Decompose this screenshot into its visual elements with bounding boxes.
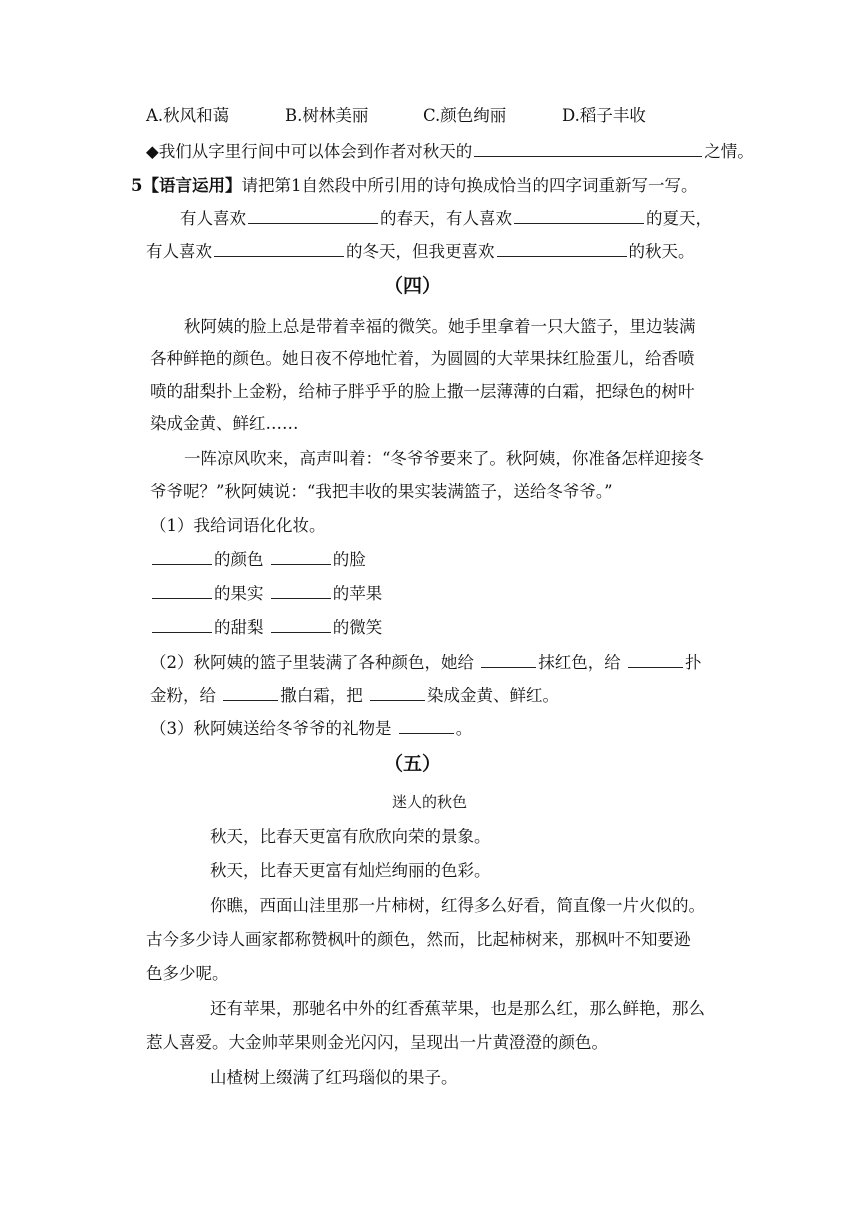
option-d: D.稻子丰收 bbox=[562, 106, 646, 125]
answer-blank[interactable] bbox=[481, 666, 536, 668]
paragraph-line: 色多少呢。 bbox=[146, 964, 229, 983]
answer-blank[interactable] bbox=[271, 597, 331, 599]
paragraph-line: 秋天，比春天更富有灿烂绚丽的色彩。 bbox=[210, 861, 491, 880]
answer-blank[interactable] bbox=[514, 222, 644, 224]
article-title: 迷人的秋色 bbox=[392, 793, 468, 811]
paragraph-line: 喷的甜梨扑上金粉，给柿子胖乎乎的脸上撒一层薄薄的白霜，把绿色的树叶 bbox=[150, 382, 695, 401]
paragraph-line: 秋阿姨的脸上总是带着幸福的微笑。她手里拿着一只大篮子，里边装满 bbox=[184, 317, 696, 336]
text-segment: 的春天，有人喜欢 bbox=[380, 209, 512, 228]
word-row-2 bbox=[150, 582, 382, 606]
paragraph-line: 古今多少诗人画家都称赞枫叶的颜色，然而，比起柿树来，那枫叶不知要逊 bbox=[146, 930, 691, 949]
word-label: 的苹果 bbox=[332, 584, 383, 603]
answer-blank[interactable] bbox=[223, 699, 278, 701]
question-4-2-line-2 bbox=[150, 684, 559, 708]
answer-blank[interactable] bbox=[271, 631, 331, 633]
section-4-heading: （四） bbox=[384, 275, 442, 297]
answer-blank[interactable] bbox=[248, 222, 378, 224]
answer-blank[interactable] bbox=[152, 631, 212, 633]
answer-blank[interactable] bbox=[399, 732, 454, 734]
answer-blank[interactable] bbox=[271, 563, 331, 565]
question-4-1: （1）我给词语化化妆。 bbox=[150, 516, 326, 535]
text-segment: 撒白霜，把 bbox=[280, 686, 363, 705]
question-feeling-text: ◆我们从字里行间中可以体会到作者对秋天的 bbox=[146, 142, 473, 161]
text-segment: （2）秋阿姨的篮子里装满了各种颜色，她给 bbox=[150, 653, 474, 672]
paragraph-line: 秋天，比春天更富有欣欣向荣的景象。 bbox=[210, 827, 491, 846]
word-label: 的颜色 bbox=[214, 550, 264, 569]
word-label: 的脸 bbox=[332, 550, 366, 569]
answer-blank[interactable] bbox=[370, 699, 425, 701]
paragraph-line: 山楂树上缀满了红玛瑙似的果子。 bbox=[210, 1068, 458, 1087]
text-segment: 的夏天， bbox=[646, 209, 712, 228]
option-c: C.颜色绚丽 bbox=[423, 106, 507, 125]
text-segment: 有人喜欢 bbox=[146, 242, 212, 261]
text-segment: 有人喜欢 bbox=[180, 209, 246, 228]
question-5-text: 请把第1自然段中所引用的诗句换成恰当的四字词重新写一写。 bbox=[241, 176, 698, 195]
word-row-1 bbox=[150, 548, 366, 572]
option-b: B.树林美丽 bbox=[285, 106, 369, 125]
paragraph-line: 你瞧，西面山洼里那一片柿树，红得多么好看，简直像一片火似的。 bbox=[210, 896, 705, 915]
paragraph-line: 还有苹果，那驰名中外的红香蕉苹果，也是那么红，那么鲜艳，那么 bbox=[210, 999, 705, 1018]
question-5 bbox=[131, 174, 697, 198]
question-4-3 bbox=[150, 717, 472, 741]
paragraph-line: 爷爷呢？”秋阿姨说：“我把丰收的果实装满篮子，送给冬爷爷。” bbox=[150, 482, 613, 501]
answer-blank[interactable] bbox=[152, 597, 212, 599]
section-5-heading: （五） bbox=[384, 753, 442, 775]
text-segment: 的冬天，但我更喜欢 bbox=[346, 242, 495, 261]
question-feeling-end: 之情。 bbox=[704, 142, 754, 161]
word-label: 的微笑 bbox=[332, 618, 383, 637]
question-5-prefix: 5【语言运用】 bbox=[131, 176, 242, 195]
text-segment: 扑 bbox=[685, 653, 702, 672]
answer-blank[interactable] bbox=[474, 155, 702, 157]
word-label: 的甜梨 bbox=[214, 618, 264, 637]
question-feeling bbox=[146, 140, 754, 164]
answer-blank[interactable] bbox=[214, 255, 344, 257]
text-segment: 染成金黄、鲜红。 bbox=[427, 686, 559, 705]
text-segment: （3）秋阿姨送给冬爷爷的礼物是 bbox=[150, 719, 392, 738]
answer-blank[interactable] bbox=[152, 563, 212, 565]
text-segment: 抹红色，给 bbox=[538, 653, 621, 672]
paragraph-line: 染成金黄、鲜红…… bbox=[150, 414, 299, 433]
word-label: 的果实 bbox=[214, 584, 264, 603]
word-row-3 bbox=[150, 616, 382, 640]
paragraph-line: 惹人喜爱。大金帅苹果则金光闪闪，呈现出一片黄澄澄的颜色。 bbox=[146, 1033, 608, 1052]
answer-blank[interactable] bbox=[628, 666, 683, 668]
text-segment: 的秋天。 bbox=[628, 242, 695, 261]
text-segment: 。 bbox=[455, 719, 473, 738]
paragraph-line: 一阵凉风吹来，高声叫着：“冬爷爷要来了。秋阿姨，你准备怎样迎接冬 bbox=[184, 449, 704, 468]
question-5-line-2 bbox=[146, 240, 695, 264]
question-5-line-1 bbox=[180, 207, 712, 231]
answer-blank[interactable] bbox=[497, 255, 627, 257]
paragraph-line: 各种鲜艳的颜色。她日夜不停地忙着，为圆圆的大苹果抹红脸蛋儿，给香喷 bbox=[150, 349, 695, 368]
text-segment: 金粉，给 bbox=[150, 686, 216, 705]
option-a: A.秋风和蔼 bbox=[146, 106, 230, 125]
question-4-2-line-1 bbox=[150, 651, 702, 675]
